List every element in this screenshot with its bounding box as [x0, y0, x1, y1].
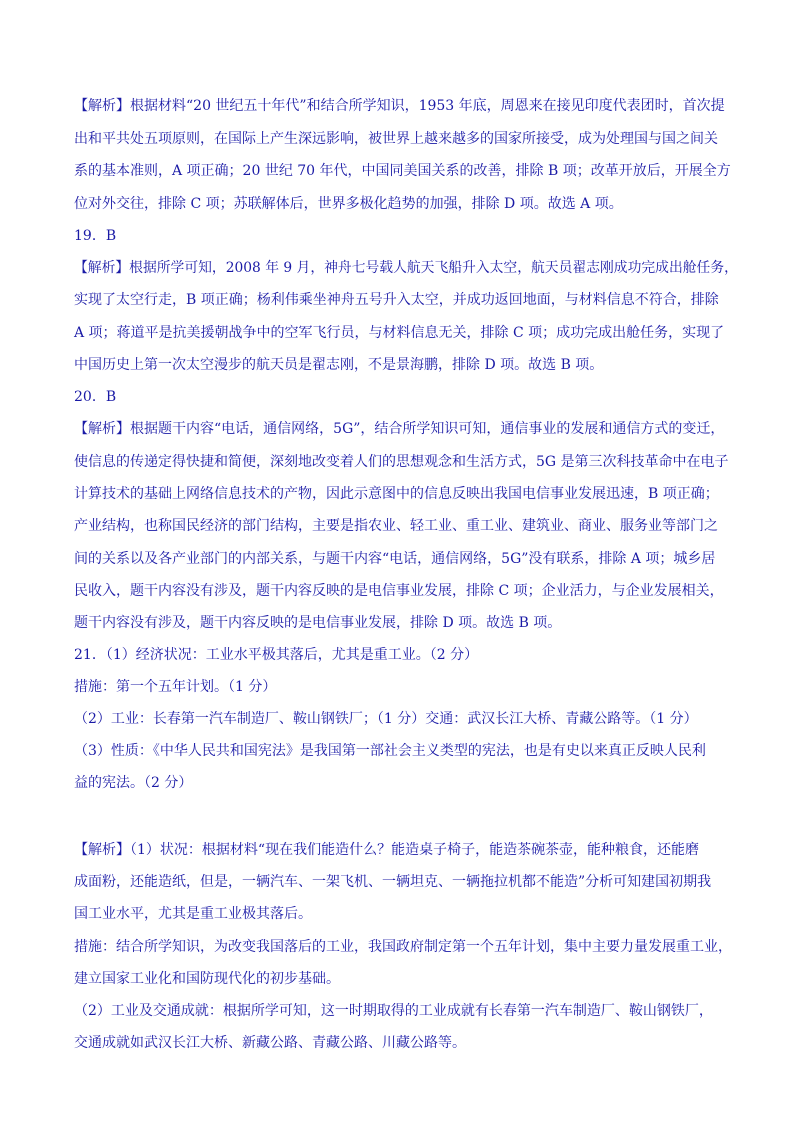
text-line: 位对外交往，排除 C 项；苏联解体后，世界多极化趋势的加强，排除 D 项。故选 A 项。 [74, 196, 623, 212]
text-line: 中国历史上第一次太空漫步的航天员是翟志刚，不是景海鹏，排除 D 项。故选 B 项。 [74, 357, 604, 373]
text-line: 【解析】根据题干内容“电话，通信网络，5G”，结合所学知识可知，通信事业的发展和通信方式的变迁， [74, 421, 725, 437]
text-line: 计算技术的基础上网络信息技术的产物，因此示意图中的信息反映出我国电信事业发展迅速，B 项正确； [74, 486, 719, 502]
text-line: 措施：第一个五年计划。（1 分） [74, 679, 277, 695]
answer-21: 21．（1）经济状况：工业水平极其落后，尤其是重工业。（2 分） [74, 647, 479, 663]
text-line: 系的基本准则，A 项正确；20 世纪 70 年代，中国同美国关系的改善，排除 B 项；改革开放后，开展全方 [74, 163, 731, 179]
text-line: 【解析】根据所学可知，2008 年 9 月，神舟七号载人航天飞船升入太空，航天员翟志刚成功完成出舱任务， [74, 260, 738, 276]
text-line: 【解析】（1）状况：根据材料“现在我们能造什么？能造桌子椅子，能造茶碗茶壶，能种粮食，还能磨 [74, 842, 700, 858]
text-line: 出和平共处五项原则，在国际上产生深远影响，被世界上越来越多的国家所接受，成为处理国与国之间关 [74, 131, 718, 147]
text-line: （2）工业及交通成就：根据所学可知，这一时期取得的工业成就有长春第一汽车制造厂、鞍山钢铁厂， [74, 1003, 713, 1019]
text-line: 益的宪法。（2 分） [74, 775, 193, 791]
text-line: 间的关系以及各产业部门的内部关系，与题干内容“电话，通信网络，5G”没有联系，排除 A 项；城乡居 [74, 551, 716, 567]
answer-19: 19．B [74, 228, 117, 244]
text-line: A 项；蒋道平是抗美援朝战争中的空军飞行员，与材料信息无关，排除 C 项；成功完成出舱任务，实现了 [74, 325, 725, 341]
text-line: （3）性质：《中华人民共和国宪法》是我国第一部社会主义类型的宪法，也是有史以来真正反映人民利 [74, 743, 706, 759]
text-line: 实现了太空行走，B 项正确；杨利伟乘坐神舟五号升入太空，并成功返回地面，与材料信息不符合，排除 [74, 292, 719, 308]
text-line: 题干内容没有涉及，题干内容反映的是电信事业发展，排除 D 项。故选 B 项。 [74, 615, 562, 631]
text-line: 使信息的传递定得快捷和简便，深刻地改变着人们的思想观念和生活方式，5G 是第三次科技革命中在电子 [74, 454, 729, 470]
text-line: 措施：结合所学知识，为改变我国落后的工业，我国政府制定第一个五年计划，集中主要力量发展重工业， [74, 939, 732, 955]
text-line: 国工业水平，尤其是重工业极其落后。 [74, 906, 312, 922]
text-line: 交通成就如武汉长江大桥、新藏公路、青藏公路、川藏公路等。 [74, 1035, 466, 1051]
text-line: 【解析】根据材料“20 世纪五十年代”和结合所学知识，1953 年底，周恩来在接见印度代表团时，首次提 [74, 98, 725, 114]
text-line: 产业结构，也称国民经济的部门结构，主要是指农业、轻工业、重工业、建筑业、商业、服务业等部门之 [74, 518, 718, 534]
text-line: 成面粉，还能造纸，但是，一辆汽车、一架飞机、一辆坦克、一辆拖拉机都不能造”分析可知建国初期我 [74, 874, 712, 890]
text-line: （2）工业：长春第一汽车制造厂、鞍山钢铁厂；（1 分）交通：武汉长江大桥、青藏公路等。（1 分） [74, 711, 698, 727]
answer-20: 20．B [74, 389, 117, 405]
text-line: 建立国家工业化和国防现代化的初步基础。 [74, 971, 340, 987]
text-line: 民收入，题干内容没有涉及，题干内容反映的是电信事业发展，排除 C 项；企业活力，与企业发展相关， [74, 583, 724, 599]
